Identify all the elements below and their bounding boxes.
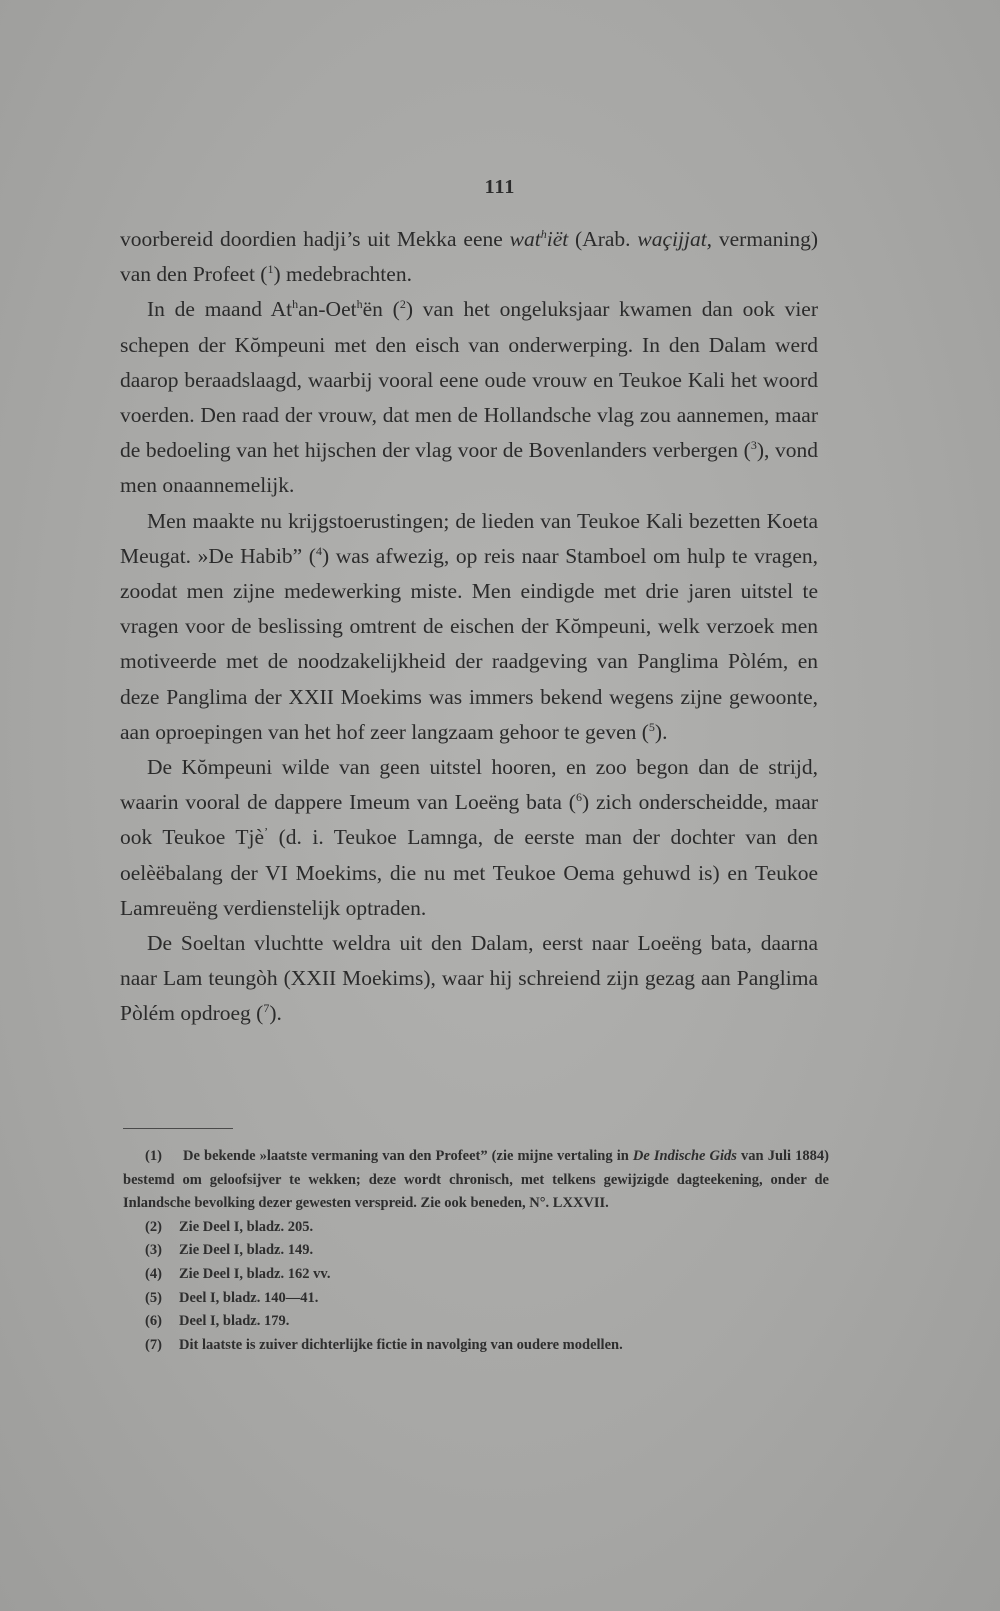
paragraph [120,292,818,503]
text-segment: ). [654,719,668,744]
text-segment: voorbereid doordien hadji’s uit Mekka eene [120,227,510,251]
text-segment: ) was afwezig, op reis naar Stamboel om hulp te vragen, zoodat men zijne medewerking miste. Men eindigde met drie jaren uitstel te vragen voor de beslissing omtrent de eischen der Kŏmpeuni, welk verzoek men motiveerde met de noodzakelijkheid der raadgeving van Panglima Pòlém, en deze Panglima der XXII Moekims was immers bekend wegens zijne gewoonte, aan oproepingen van het hof zeer langzaam gehoor te geven ( [120,543,818,744]
text-segment: an-Oet [298,297,357,322]
text-segment: ) van het ongeluksjaar kwamen dan ook vier schepen der Kŏmpeuni met den eisch van onderwerping. In den Dalam werd daarop beraadslaagd, waarbij vooral eene oude vrouw en Teukoe Kali het woord voerden. Den raad der vrouw, dat men de Hollandsche vlag zou aannemen, maar de bedoeling van het hijschen der vlag voor de Bovenlanders verbergen ( [120,297,819,463]
footnotes [123,1145,829,1357]
paragraph [120,926,818,1032]
text-segment: Men maakte nu krijgstoerustingen; de lieden van Teukoe Kali bezetten Koeta Meugat. »De Habib” ( [120,508,818,568]
text-segment: De Indische Gids [632,1148,737,1164]
text-segment: (Arab. [568,227,638,251]
footnote [123,1145,829,1216]
text-segment: Zie Deel I, bladz. 162 vv. [179,1265,331,1282]
text-segment: iët [546,227,569,251]
footnote [123,1239,829,1263]
footnote [123,1334,829,1358]
text-segment: Deel I, bladz. 140—41. [179,1289,319,1306]
footnote-rule [123,1128,233,1129]
text-segment: ën ( [362,297,400,322]
text-segment: De Soeltan vluchtte weldra uit den Dalam, eerst naar Loeëng bata, daarna naar Lam teungòh (XXII Moekims), waar hij schreiend zijn gezag aan Panglima Pòlém opdroeg ( [120,931,818,1026]
footnote-mark: (5) [145,1289,162,1306]
superscript: h [540,226,547,241]
text-segment: (d. i. Teukoe Lamnga, de eerste man der dochter van den oelèëbalang der VI Moekims, die nu met Teukoe Oema gehuwd is) en Teukoe Lamreuëng verdienstelijk optraden. [120,825,818,920]
footnote [123,1310,829,1334]
text-segment: vermaning) van den Profeet ( [120,227,818,287]
footnote [123,1287,829,1311]
text-segment: In de maand At [147,297,293,322]
superscript: 7 [263,1001,270,1016]
page-number: 111 [484,176,516,198]
text-segment: ) medebrachten. [273,262,412,287]
text-segment: van Juli 1884) bestemd om geloofsijver te wekken; deze wordt chronisch, met telkens gewijzigde dagteekening, onder de Inlandsche bevolking dezer gewesten verspreid. Zie ook beneden, N°. LXXVII. [123,1148,829,1212]
paragraph [120,504,818,750]
superscript: 1 [267,262,274,277]
superscript: 6 [575,790,582,805]
text-segment: Deel I, bladz. 179. [179,1313,290,1330]
superscript: h [356,297,363,312]
superscript: 2 [399,297,406,312]
text-segment: ). [269,1001,282,1026]
text-segment: wat [509,227,541,251]
body-text [120,222,818,1032]
text-segment: Zie Deel I, bladz. 149. [179,1242,314,1259]
text-segment: De Kŏmpeuni wilde van geen uitstel hooren, en zoo begon dan de strijd, waarin vooral de dappere Imeum van Loeëng bata ( [120,755,818,815]
footnote [123,1216,829,1240]
superscript: ʼ [264,825,269,840]
footnote-mark: (7) [145,1336,162,1353]
text-segment: ) zich onderscheidde, maar ook Teukoe Tjè [120,790,818,850]
footnote-mark: (3) [145,1242,162,1259]
footnote-mark: (6) [145,1313,162,1330]
text-segment: waçijjat, [637,227,713,251]
paragraph [120,750,818,926]
footnote-mark: (1) [145,1148,162,1164]
superscript: 3 [750,438,757,453]
footnote-mark: (2) [145,1218,162,1235]
text-segment: De bekende »laatste vermaning van den Profeet” (zie mijne vertaling in [183,1148,633,1164]
paragraph [120,222,818,292]
superscript: 4 [315,543,322,558]
superscript: 5 [648,719,655,734]
superscript: h [292,297,299,312]
footnote [123,1263,829,1287]
text-segment: Dit laatste is zuiver dichterlijke fictie in navolging van oudere modellen. [179,1336,623,1353]
text-segment: Zie Deel I, bladz. 205. [179,1218,314,1235]
text-segment: ), vond men onaannemelijk. [120,438,818,498]
footnote-mark: (4) [145,1265,162,1282]
